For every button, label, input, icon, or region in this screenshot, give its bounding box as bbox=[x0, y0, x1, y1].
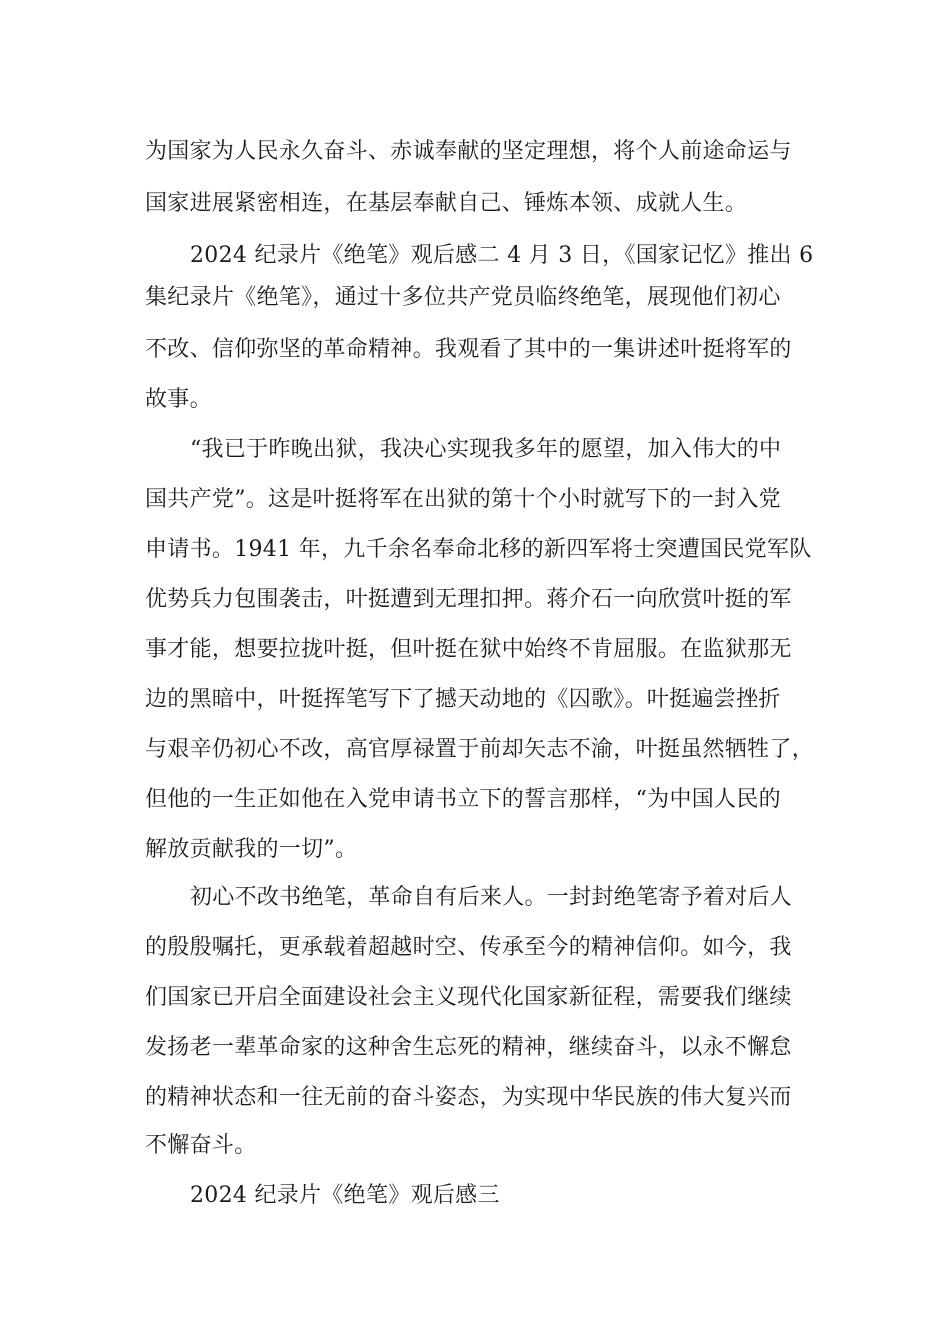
text-line: 国共产党”。这是叶挺将军在出狱的第十个小时就写下的一封入党 bbox=[145, 487, 781, 512]
text-line: 与艰辛仍初心不改，高官厚禄置于前却矢志不渝，叶挺虽然牺牲了， bbox=[145, 737, 815, 762]
text-line: 发扬老一辈革命家的这种舍生忘死的精神，继续奋斗，以永不懈怠 bbox=[145, 1035, 792, 1060]
text-line: “我已于昨晚出狱，我决心实现我多年的愿望，加入伟大的中 bbox=[190, 437, 782, 462]
text-line: 优势兵力包围袭击，叶挺遭到无理扣押。蒋介石一向欣赏叶挺的军 bbox=[145, 587, 792, 612]
text-line: 但他的一生正如他在入党申请书立下的誓言那样，“为中国人民的 bbox=[145, 787, 781, 812]
text-line: 申请书。1941 年，九千余名奉命北移的新四军将士突遭国民党军队 bbox=[145, 537, 812, 562]
text-line: 边的黑暗中，叶挺挥笔写下了撼天动地的《囚歌》。叶挺遍尝挫折 bbox=[145, 687, 781, 712]
text-line: 2024 纪录片《绝笔》观后感二 4 月 3 日，《国家记忆》推出 6 bbox=[190, 243, 814, 268]
text-line: 国家进展紧密相连，在基层奉献自己、锤炼本领、成就人生。 bbox=[145, 191, 748, 216]
text-line: 们国家已开启全面建设社会主义现代化国家新征程，需要我们继续 bbox=[145, 985, 792, 1010]
text-line: 的殷殷嘱托，更承载着超越时空、传承至今的精神信仰。如今，我 bbox=[145, 935, 792, 960]
text-line: 故事。 bbox=[145, 387, 212, 412]
text-line: 初心不改书绝笔，革命自有后来人。一封封绝笔寄予着对后人 bbox=[190, 885, 793, 910]
text-line: 解放贡献我的一切”。 bbox=[145, 837, 358, 862]
text-line: 2024 纪录片《绝笔》观后感三 bbox=[190, 1183, 500, 1208]
text-line: 为国家为人民永久奋斗、赤诚奉献的坚定理想，将个人前途命运与 bbox=[145, 139, 792, 164]
text-line: 集纪录片《绝笔》，通过十多位共产党员临终绝笔，展现他们初心 bbox=[145, 285, 781, 310]
text-line: 不懈奋斗。 bbox=[145, 1133, 257, 1158]
text-line: 的精神状态和一往无前的奋斗姿态，为实现中华民族的伟大复兴而 bbox=[145, 1085, 792, 1110]
text-line: 不改、信仰弥坚的革命精神。我观看了其中的一集讲述叶挺将军的 bbox=[145, 337, 792, 362]
text-line: 事才能，想要拉拢叶挺，但叶挺在狱中始终不肯屈服。在监狱那无 bbox=[145, 637, 792, 662]
